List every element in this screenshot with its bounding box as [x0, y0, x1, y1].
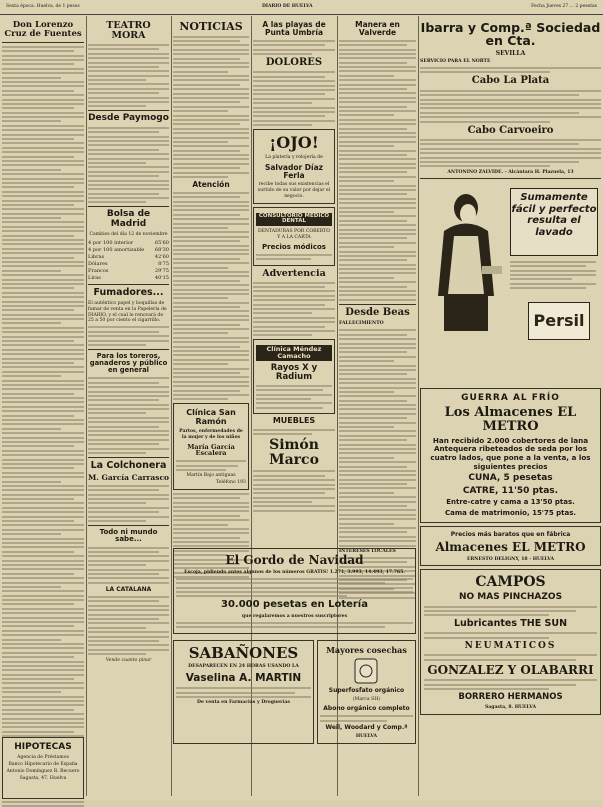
persil-package: [528, 302, 590, 340]
clinica-phone: Teléfono 193: [215, 480, 246, 486]
rate-value: 40'15: [154, 274, 169, 281]
simon-marco-title: Simón Marco: [269, 436, 319, 468]
clinica-mendez-title: Clínica Méndez Camacho: [256, 345, 332, 361]
fumadores-text: El auténtico papel y boquillas de fumar de venta en la Papelería de DIARIO, y el cual le renovará de 25 a 50 por ciento el cigarrillo.: [88, 301, 167, 324]
persil-slogan: Sumamente fácil y perfecto resulta el lavado: [511, 192, 597, 238]
header-left: Sexta época. Huelva, de 1 pesos: [6, 4, 80, 9]
ojo-ad: [253, 129, 335, 203]
clinica-extra: Martín Bajo antiguas: [186, 473, 236, 479]
muebles-title: MUEBLES: [272, 416, 316, 426]
neumaticos-title: NEUMATICOS: [464, 640, 557, 651]
borrero-title: BORRERO HERMANOS: [458, 691, 563, 702]
ibarra-title: Ibarra y Comp.ª Sociedad en Cta.: [420, 20, 601, 49]
mayores-title: Mayores cosechas: [326, 644, 407, 655]
noticias-title: NOTICIAS: [179, 20, 243, 33]
beas-title: Desde Beas: [345, 306, 410, 318]
column-1: [2, 18, 84, 796]
vaselina-title: Vaselina A. MARTIN: [185, 672, 302, 685]
deligny-address: ERNESTO DELIGNY, 18 - HUELVA: [466, 556, 555, 562]
entre-catre-price: Entre-catre y cama a 13'50 ptas.: [446, 498, 575, 507]
clinica-doctor: María García Escalera: [187, 442, 235, 458]
gonzalez-title: GONZALEZ Y OLABARRI: [427, 662, 594, 677]
consultorio-title: CONSULTORIO MÉDICO DENTAL: [256, 213, 332, 227]
intereses-label: INTERESES LOCALES: [339, 548, 396, 554]
el-metro-ad-2: [420, 526, 601, 567]
page-header: [0, 0, 603, 15]
lubricantes-title: Lubricantes THE SUN: [453, 618, 568, 630]
fallecimiento-label: FALLECIMIENTO: [339, 321, 384, 327]
pinchazos-title: NO MAS PINCHAZOS: [458, 592, 563, 603]
column-6: [420, 18, 601, 383]
servicio-norte: SERVICIO PARA EL NORTE: [420, 58, 491, 64]
rayos-title: Rayos X y Radium: [270, 363, 318, 382]
abono-completo: Abono orgánico completo: [323, 705, 410, 713]
loteria-title: 30.000 pesetas en Lotería: [220, 599, 368, 611]
sabanones-note: De venta en Farmacias y Droguerías: [197, 700, 290, 706]
persil-brand: Persil: [533, 311, 585, 331]
teatro-title: TEATRO MORA: [106, 20, 151, 41]
exchange-rates-table: [88, 239, 169, 281]
bag-icon: [331, 657, 401, 685]
ojo-subtitle: La platería y relojería de: [265, 154, 323, 160]
rate-row: [88, 253, 169, 260]
dolores-title: DOLORES: [265, 56, 323, 68]
persil-ad: [420, 182, 601, 342]
superfosfato: Superfosfato orgánico: [328, 687, 405, 695]
cuna-price: CUNA, 5 pesetas: [468, 473, 553, 484]
bolsa-subtitle: Cambios del día 12 de noviembre: [89, 232, 168, 238]
fumadores-title: Fumadores...: [93, 287, 164, 299]
bottom-center-row: [173, 637, 416, 747]
persil-slogan-box: [510, 188, 598, 256]
rate-row: [88, 267, 169, 274]
weil-city: HUELVA: [355, 734, 378, 740]
rate-value: 42'60: [154, 253, 169, 260]
rate-label: Liras: [88, 274, 101, 281]
el-metro-ad: [420, 388, 601, 523]
rate-row: [88, 239, 169, 246]
rate-row: [88, 260, 169, 267]
bottom-right-ads: [420, 385, 601, 795]
column-5: [339, 18, 416, 554]
navidad-ad: [173, 548, 416, 634]
catalana-title: LA CATALANA: [105, 585, 152, 593]
hipotecas-sub: Agencia de Préstamos: [17, 755, 69, 761]
consultorio-text: DENTADURAS POR COBERTO Y A LA CARTA: [257, 229, 331, 240]
todo-title: Todo ni mundo sabe...: [99, 527, 158, 544]
rate-label: Dólares: [88, 260, 108, 267]
campos-title: CAMPOS: [475, 574, 546, 591]
almacenes-title: Los Almacenes EL METRO: [444, 405, 577, 435]
ojo-name: Salvador Díaz Ferla: [264, 162, 324, 180]
rate-value: 8'75: [158, 260, 169, 267]
hipotecas-title: HIPOTECAS: [14, 742, 72, 752]
sagasta-address: Sagasta, 8. HUELVA: [484, 704, 537, 710]
campos-ad: [420, 569, 601, 714]
sabanones-title: SABAÑONES: [188, 643, 299, 662]
weil-woodard: Weil, Woodard y Comp.ª: [325, 723, 408, 731]
hipotecas-ad: [2, 737, 84, 799]
bottom-line: Vende cuanto pinar: [105, 657, 152, 663]
column-4: [253, 18, 335, 538]
colchonera-title: La Colchonera: [90, 459, 167, 471]
toreros-title: Para los toreros, ganaderos y público en general: [89, 351, 168, 375]
hipotecas-line: Sagasta, 47. Huelva: [19, 775, 67, 781]
header-right: Fecha Jueves 27 ... 2 pesetas: [531, 4, 597, 9]
rate-value: 29'75: [154, 267, 169, 274]
hipotecas-line: Banco Hipotecario de España: [8, 762, 78, 768]
ojo-text: recibe todas sus existencias el surtido de su valor por dejar el negocio.: [257, 182, 331, 199]
loteria-sub: que regalaremos a nuestros suscriptores: [241, 613, 348, 619]
catre-price: CATRE, 11'50 ptas.: [462, 485, 559, 496]
sevilla-label: SEVILLA: [495, 50, 526, 58]
agent-line: ANTONINO ZALVIDE. - Alcántara H. Plazuela, 13: [447, 169, 574, 175]
precios-baratos: Precios más baratos que en fábrica: [450, 530, 571, 538]
header-masthead: DIARIO DE HUELVA: [262, 4, 313, 9]
column-rule: [86, 16, 87, 796]
marca-sh: (Marca SH): [352, 697, 381, 703]
clinica-mendez-ad: [253, 339, 335, 414]
cabo-la-plata: Cabo La Plata: [471, 75, 550, 87]
atencion-title: Atención: [192, 180, 230, 190]
mayores-cosechas-ad: [317, 640, 416, 744]
advertencia-title: Advertencia: [262, 267, 326, 279]
rate-row: [88, 274, 169, 281]
rate-label: 4 por 100 interior: [88, 239, 134, 246]
clinica-subtitle: Partos, enfermedades de la mujer y de los niños: [179, 429, 243, 440]
column-rule: [418, 16, 419, 796]
consultorio-ad: [253, 207, 335, 266]
clinica-san-ramon-ad: [173, 403, 249, 490]
hipotecas-line: Antonio Domínguez R. Recuero: [6, 768, 80, 774]
garcia-name: M. García Carrasco: [88, 472, 170, 482]
navidad-sub: Escoja, pidiendo antes algunos de los números GRATIS! 1.271, 3.993, 14.493, 17.765.: [184, 569, 405, 575]
han-recibido: Han recibido 2.000 cobertores de lana Antequera ribeteados de seda por los cuatro lados, que pone a la venta, a los siguientes precios: [430, 435, 591, 471]
rate-label: Libras: [88, 253, 105, 260]
punta-umbria-title: A las playas de Punta Umbría: [262, 20, 326, 37]
paymogo-title: Desde Paymogo: [88, 113, 169, 124]
persil-text-block: [510, 258, 596, 302]
almacenes-title-2: Almacenes EL METRO: [435, 540, 586, 555]
column-rule: [171, 16, 172, 796]
rate-label: Francos: [88, 267, 109, 274]
rate-label: 4 por 100 amortizable: [88, 246, 145, 253]
column-2: [88, 18, 169, 796]
sabanones-ad: [173, 640, 314, 744]
valverde-title: Manera en Valverde: [355, 20, 400, 37]
article-title: Don Lorenzo Cruz de Fuentes: [4, 20, 82, 39]
woman-illustration: [424, 186, 506, 336]
bottom-center-ads: [173, 545, 416, 795]
column-3: [173, 18, 249, 538]
consultorio-price: Precios módicos: [262, 242, 326, 251]
ojo-title: ¡OJO!: [269, 133, 319, 153]
sabanones-sub: DESAPARECEN EN 24 HORAS USANDO LA: [188, 664, 299, 670]
matrimonio-price: Cama de matrimonio, 15'75 ptas.: [444, 508, 577, 517]
clinica-title: Clínica San Ramón: [186, 408, 236, 426]
bolsa-title: Bolsa de Madrid: [106, 209, 151, 229]
cabo-carvoeiro: Cabo Carvoeiro: [467, 124, 554, 136]
rate-row: [88, 246, 169, 253]
rate-value: 68'30: [154, 246, 169, 253]
rate-value: 65'60: [154, 239, 169, 246]
navidad-title: El Gordo de Navidad: [225, 553, 364, 567]
guerra-title: GUERRA AL FRÍO: [461, 393, 560, 403]
